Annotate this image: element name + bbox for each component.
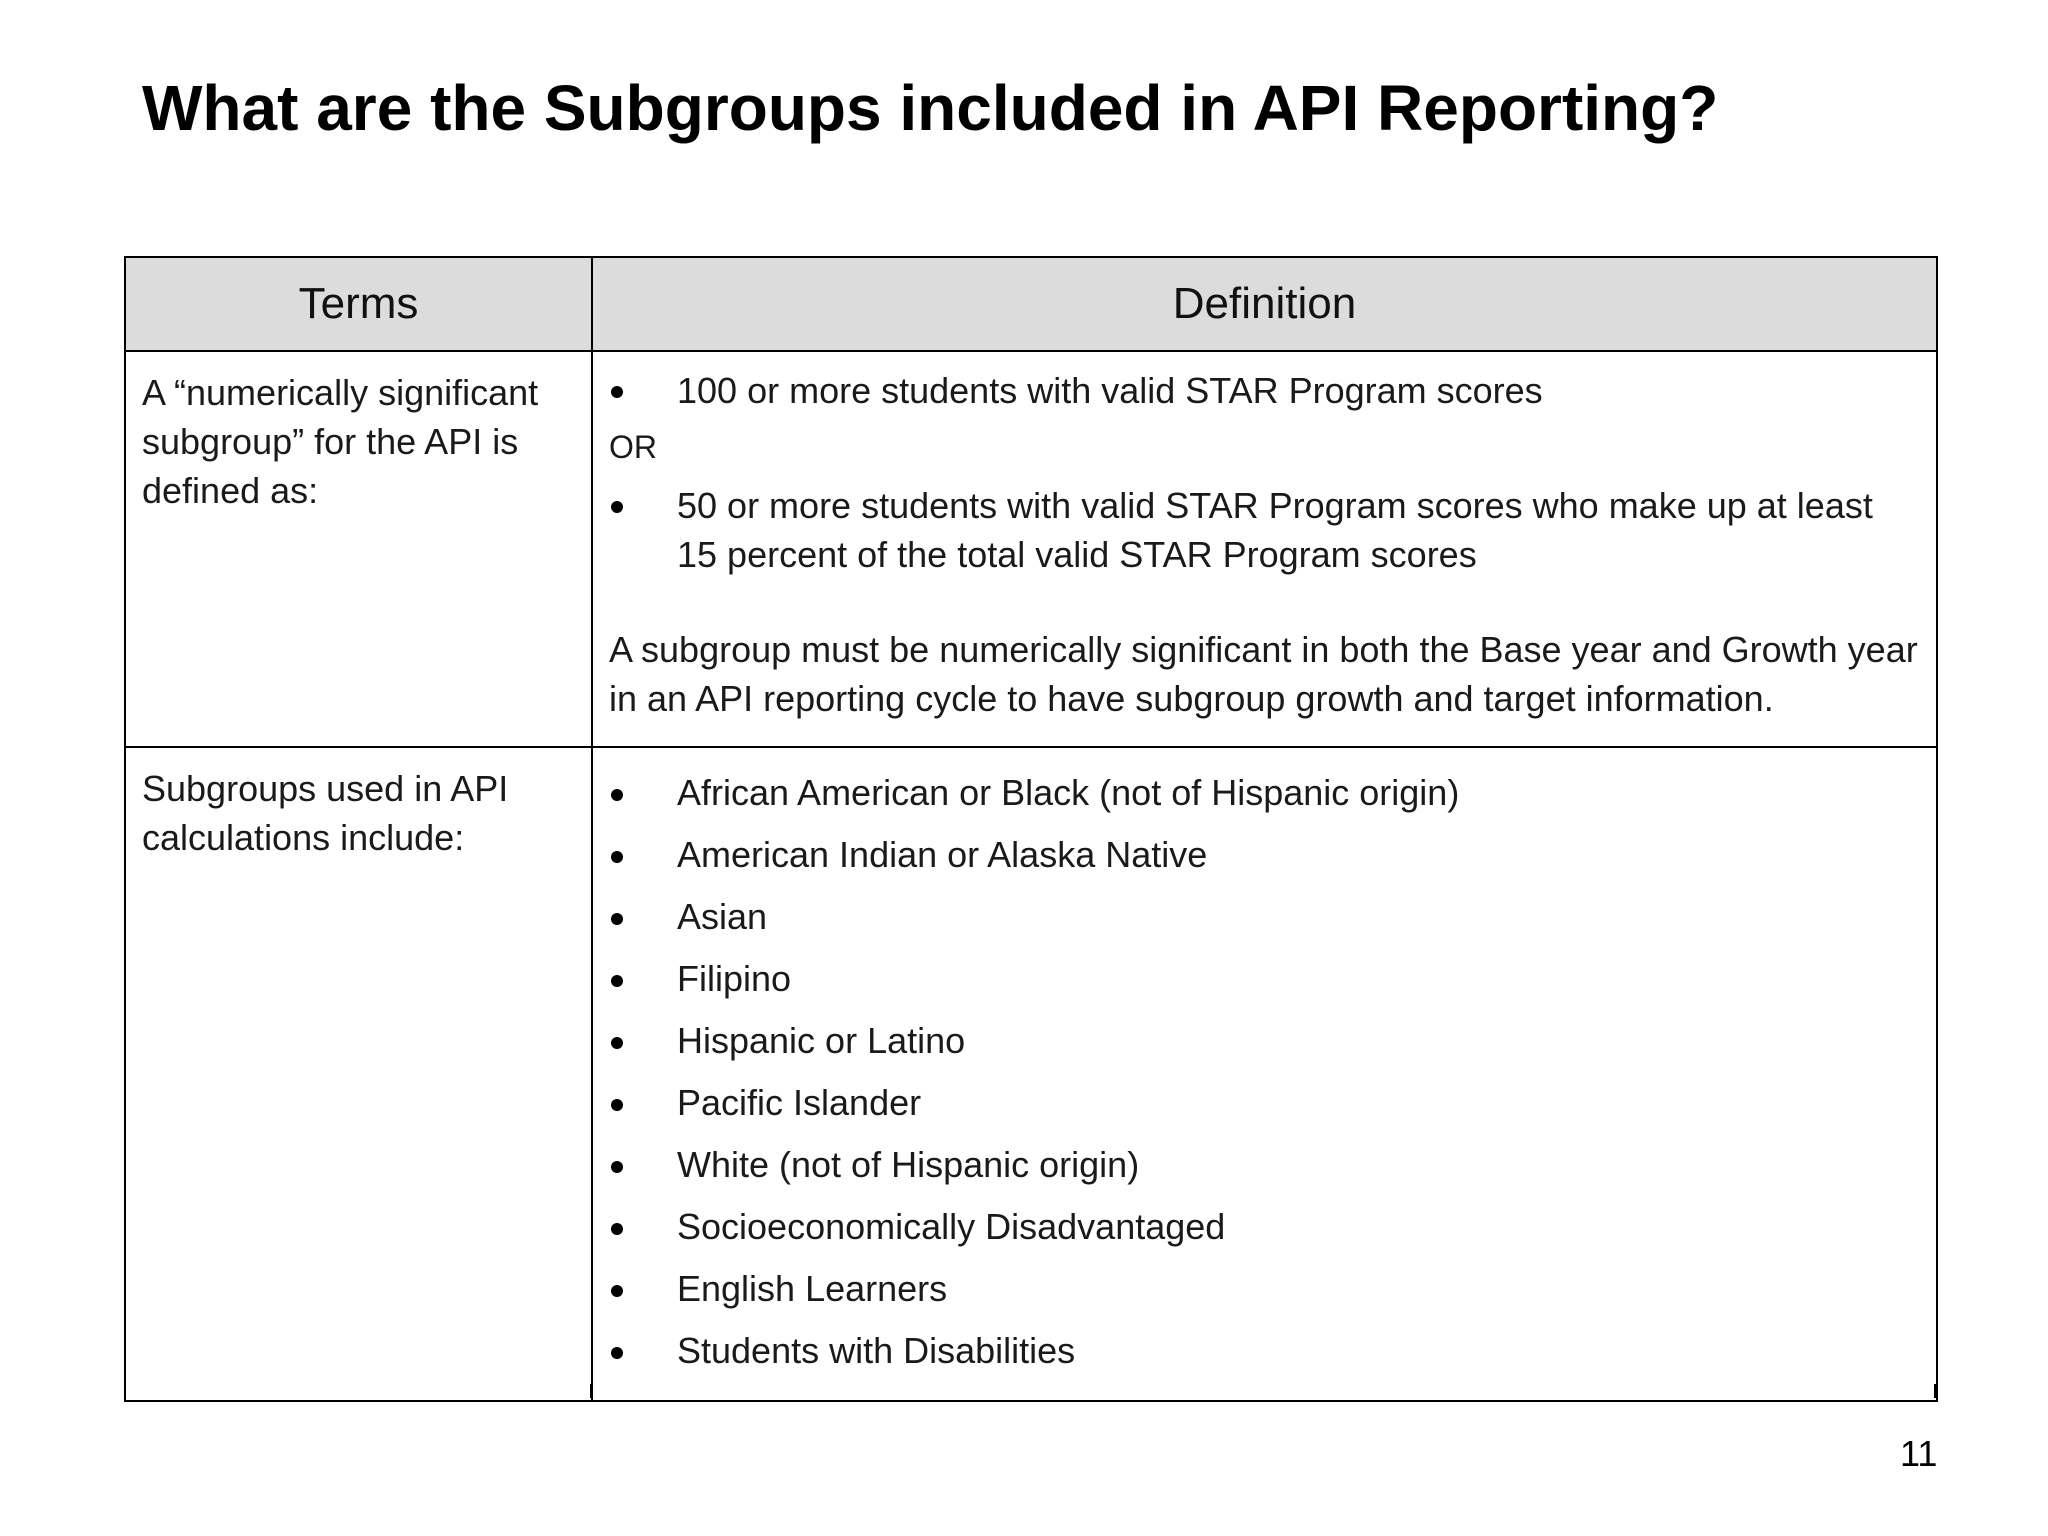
table-row (125, 351, 1937, 747)
bullet-icon (611, 501, 623, 513)
subgroup-list-item (609, 1072, 1920, 1134)
slide-title: What are the Subgroups included in API Reporting? (142, 72, 1719, 144)
table-row (125, 747, 1937, 1401)
bullet-icon (611, 1161, 623, 1173)
bullet-icon (611, 913, 623, 925)
table-border-stub (124, 1384, 126, 1398)
bullet-icon (611, 1099, 623, 1111)
subgroup-list-item (609, 824, 1920, 886)
bullet-icon (611, 851, 623, 863)
subgroup-label: African American or Black (not of Hispanic origin) (677, 772, 1460, 813)
subgroup-list-item (609, 1134, 1920, 1196)
subgroup-label: English Learners (677, 1268, 948, 1309)
term-cell-subgroups: Subgroups used in API calculations include: (125, 747, 592, 1401)
subgroup-label: Students with Disabilities (677, 1330, 1076, 1371)
subgroup-label: Hispanic or Latino (677, 1020, 966, 1061)
criteria-text: 50 or more students with valid STAR Program scores who make up at least 15 percent of the total valid STAR Program scores (677, 485, 1873, 575)
bullet-icon (611, 789, 623, 801)
header-terms: Terms (125, 257, 592, 351)
significance-note: A subgroup must be numerically significant in both the Base year and Growth year in an API reporting cycle to have subgroup growth and target information. (609, 629, 1918, 719)
bullet-icon (611, 386, 623, 398)
subgroup-list-item (609, 1010, 1920, 1072)
table-border-stub (1934, 1384, 1936, 1398)
bullet-icon (611, 975, 623, 987)
subgroup-list-item (609, 948, 1920, 1010)
bullet-icon (611, 1285, 623, 1297)
subgroup-list-item (609, 762, 1920, 824)
criteria-item (609, 366, 1920, 415)
subgroup-list-item (609, 1320, 1920, 1382)
definitions-table-container (124, 256, 1936, 1398)
definition-cell-numerically-significant (592, 351, 1937, 747)
subgroup-list-item (609, 886, 1920, 948)
or-connector: OR (609, 429, 657, 465)
header-definition: Definition (592, 257, 1937, 351)
term-cell-numerically-significant: A “numerically significant subgroup” for the API is defined as: (125, 351, 592, 747)
subgroup-label: Pacific Islander (677, 1082, 922, 1123)
subgroup-label: Socioeconomically Disadvantaged (677, 1206, 1226, 1247)
bullet-icon (611, 1037, 623, 1049)
definitions-table (124, 256, 1938, 1402)
table-header-row (125, 257, 1937, 351)
subgroup-label: White (not of Hispanic origin) (677, 1144, 1140, 1185)
bullet-icon (611, 1223, 623, 1235)
table-border-stub (590, 1384, 592, 1398)
subgroup-label: American Indian or Alaska Native (677, 834, 1208, 875)
page-number: 11 (1900, 1433, 1938, 1474)
subgroup-list-item (609, 1196, 1920, 1258)
criteria-text: 100 or more students with valid STAR Program scores (677, 370, 1543, 411)
definition-cell-subgroups (592, 747, 1937, 1401)
subgroup-list-item (609, 1258, 1920, 1320)
criteria-item (609, 481, 1920, 579)
bullet-icon (611, 1347, 623, 1359)
subgroup-label: Filipino (677, 958, 792, 999)
subgroup-label: Asian (677, 896, 768, 937)
